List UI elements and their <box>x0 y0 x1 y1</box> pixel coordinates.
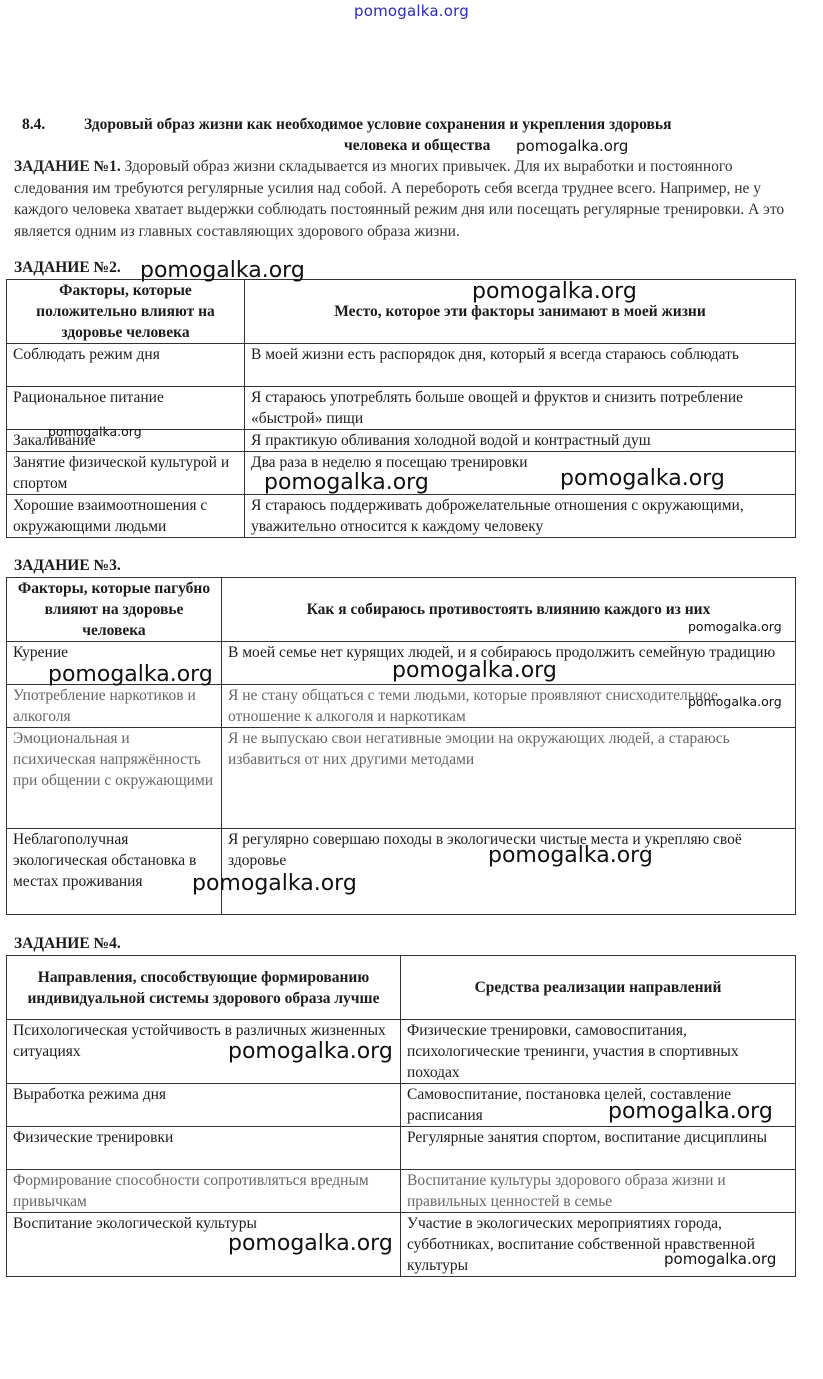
table-cell: Хорошие взаимоотношения с окружающими людьми <box>7 495 245 538</box>
section-title-line2: человека и общества <box>344 137 491 154</box>
table-cell: Соблюдать режим дня <box>7 344 245 387</box>
table-cell: Я стараюсь поддерживать доброжелательные отношения с окружающими, уважительно относится к каждому человеку <box>245 495 796 538</box>
table-cell: В моей семье нет курящих людей, и я собираюсь продолжить семейную традицию <box>222 642 796 685</box>
table-cell: Воспитание экологической культуры <box>7 1213 401 1277</box>
table-cell: Формирование способности сопротивляться вредным привычкам <box>7 1170 401 1213</box>
table-header: Факторы, которые пагубно влияют на здоровье человека <box>7 578 222 642</box>
table-row <box>7 495 796 538</box>
table-cell: Физические тренировки <box>7 1127 401 1170</box>
table-row <box>7 642 796 685</box>
watermark: pomogalka.org <box>560 466 725 491</box>
table-cell: Самовоспитание, постановка целей, составление расписания <box>401 1084 796 1127</box>
table-cell: Два раза в неделю я посещаю тренировки <box>245 452 796 495</box>
table-row <box>7 1084 796 1127</box>
task4-label: ЗАДАНИЕ №4. <box>14 935 121 952</box>
watermark: pomogalka.org <box>688 694 782 709</box>
table-header: Как я собираюсь противостоять влиянию каждого из них <box>222 578 796 642</box>
table-row <box>7 1127 796 1170</box>
table-cell: Занятие физической культурой и спортом <box>7 452 245 495</box>
task1-text: Здоровый образ жизни складывается из многих привычек. Для их выработки и постоянного следования им требуются регулярные усилия над собой. А перебороть себя всегда труднее всего. Например, не у каждого человека хватает выдержки соблюдать постоянный режим дня или посещать регулярные тренировки. А это является одним из главных составляющих здорового образа жизни. <box>14 158 785 240</box>
table-cell: Психологическая устойчивость в различных жизненных ситуациях <box>7 1020 401 1084</box>
table-cell: Регулярные занятия спортом, воспитание дисциплины <box>401 1127 796 1170</box>
watermark: pomogalka.org <box>608 1099 773 1124</box>
table-header-row <box>7 578 796 642</box>
watermark: pomogalka.org <box>664 1250 777 1268</box>
task1-paragraph <box>14 156 786 242</box>
table-cell: Я стараюсь употреблять больше овощей и фруктов и снизить потребление «быстрой» пищи <box>245 387 796 430</box>
table-cell: Эмоциональная и психическая напряжённость при общении с окружающими <box>7 728 222 829</box>
table-cell: Курение <box>7 642 222 685</box>
watermark: pomogalka.org <box>228 1231 393 1256</box>
table-header: Направления, способствующие формированию индивидуальной системы здорового образа лучше <box>7 956 401 1020</box>
table-row <box>7 430 796 452</box>
table-cell: Неблагополучная экологическая обстановка в местах проживания <box>7 829 222 915</box>
table-header-row <box>7 280 796 344</box>
table-row <box>7 685 796 728</box>
table-header-row <box>7 956 796 1020</box>
section-number: 8.4. <box>22 116 46 133</box>
table-cell: Я не стану общаться с теми людьми, которые проявляют снисходительное отношение к алкоголя и наркотикам <box>222 685 796 728</box>
task2-table <box>6 279 796 538</box>
table-header: Место, которое эти факторы занимают в моей жизни <box>245 280 796 344</box>
table-row <box>7 1170 796 1213</box>
table-cell: Закаливание <box>7 430 245 452</box>
watermark: pomogalka.org <box>488 843 653 868</box>
table-cell: Я не выпускаю свои негативные эмоции на окружающих людей, а стараюсь избавиться от них другими методами <box>222 728 796 829</box>
table-row <box>7 1020 796 1084</box>
task3-table <box>6 577 796 915</box>
watermark: pomogalka.org <box>48 662 213 687</box>
watermark: pomogalka.org <box>228 1039 393 1064</box>
table-row <box>7 452 796 495</box>
table-cell: Физические тренировки, самовоспитания, психологические тренинги, участия в спортивных походах <box>401 1020 796 1084</box>
table-row <box>7 387 796 430</box>
table-row <box>7 1213 796 1277</box>
watermark: pomogalka.org <box>192 871 357 896</box>
task4-table <box>6 955 796 1277</box>
watermark: pomogalka.org <box>688 619 782 634</box>
watermark: pomogalka.org <box>472 279 637 304</box>
table-header: Факторы, которые положительно влияют на здоровье человека <box>7 280 245 344</box>
table-cell: Употребление наркотиков и алкоголя <box>7 685 222 728</box>
table-row <box>7 829 796 915</box>
table-row <box>7 728 796 829</box>
table-cell: Я практикую обливания холодной водой и контрастный душ <box>245 430 796 452</box>
table-cell: В моей жизни есть распорядок дня, который я всегда стараюсь соблюдать <box>245 344 796 387</box>
table-cell: Участие в экологических мероприятиях города, субботниках, воспитание собственной нравственной культуры <box>401 1213 796 1277</box>
task1-label: ЗАДАНИЕ №1. <box>14 158 121 175</box>
watermark: pomogalka.org <box>392 658 557 683</box>
task2-label: ЗАДАНИЕ №2. <box>14 259 121 276</box>
table-cell: Я регулярно совершаю походы в экологически чистые места и укрепляю своё здоровье <box>222 829 796 915</box>
table-cell: Выработка режима дня <box>7 1084 401 1127</box>
table-row <box>7 344 796 387</box>
task3-label: ЗАДАНИЕ №3. <box>14 557 121 574</box>
watermark: pomogalka.org <box>516 137 629 155</box>
section-title-line1: Здоровый образ жизни как необходимое условие сохранения и укрепления здоровья <box>84 116 672 133</box>
table-cell: Рациональное питание <box>7 387 245 430</box>
watermark: pomogalka.org <box>140 258 305 283</box>
watermark: pomogalka.org <box>264 470 429 495</box>
table-header: Средства реализации направлений <box>401 956 796 1020</box>
table-cell: Воспитание культуры здорового образа жизни и правильных ценностей в семье <box>401 1170 796 1213</box>
watermark: pomogalka.org <box>48 424 142 439</box>
watermark-top: pomogalka.org <box>354 2 469 20</box>
